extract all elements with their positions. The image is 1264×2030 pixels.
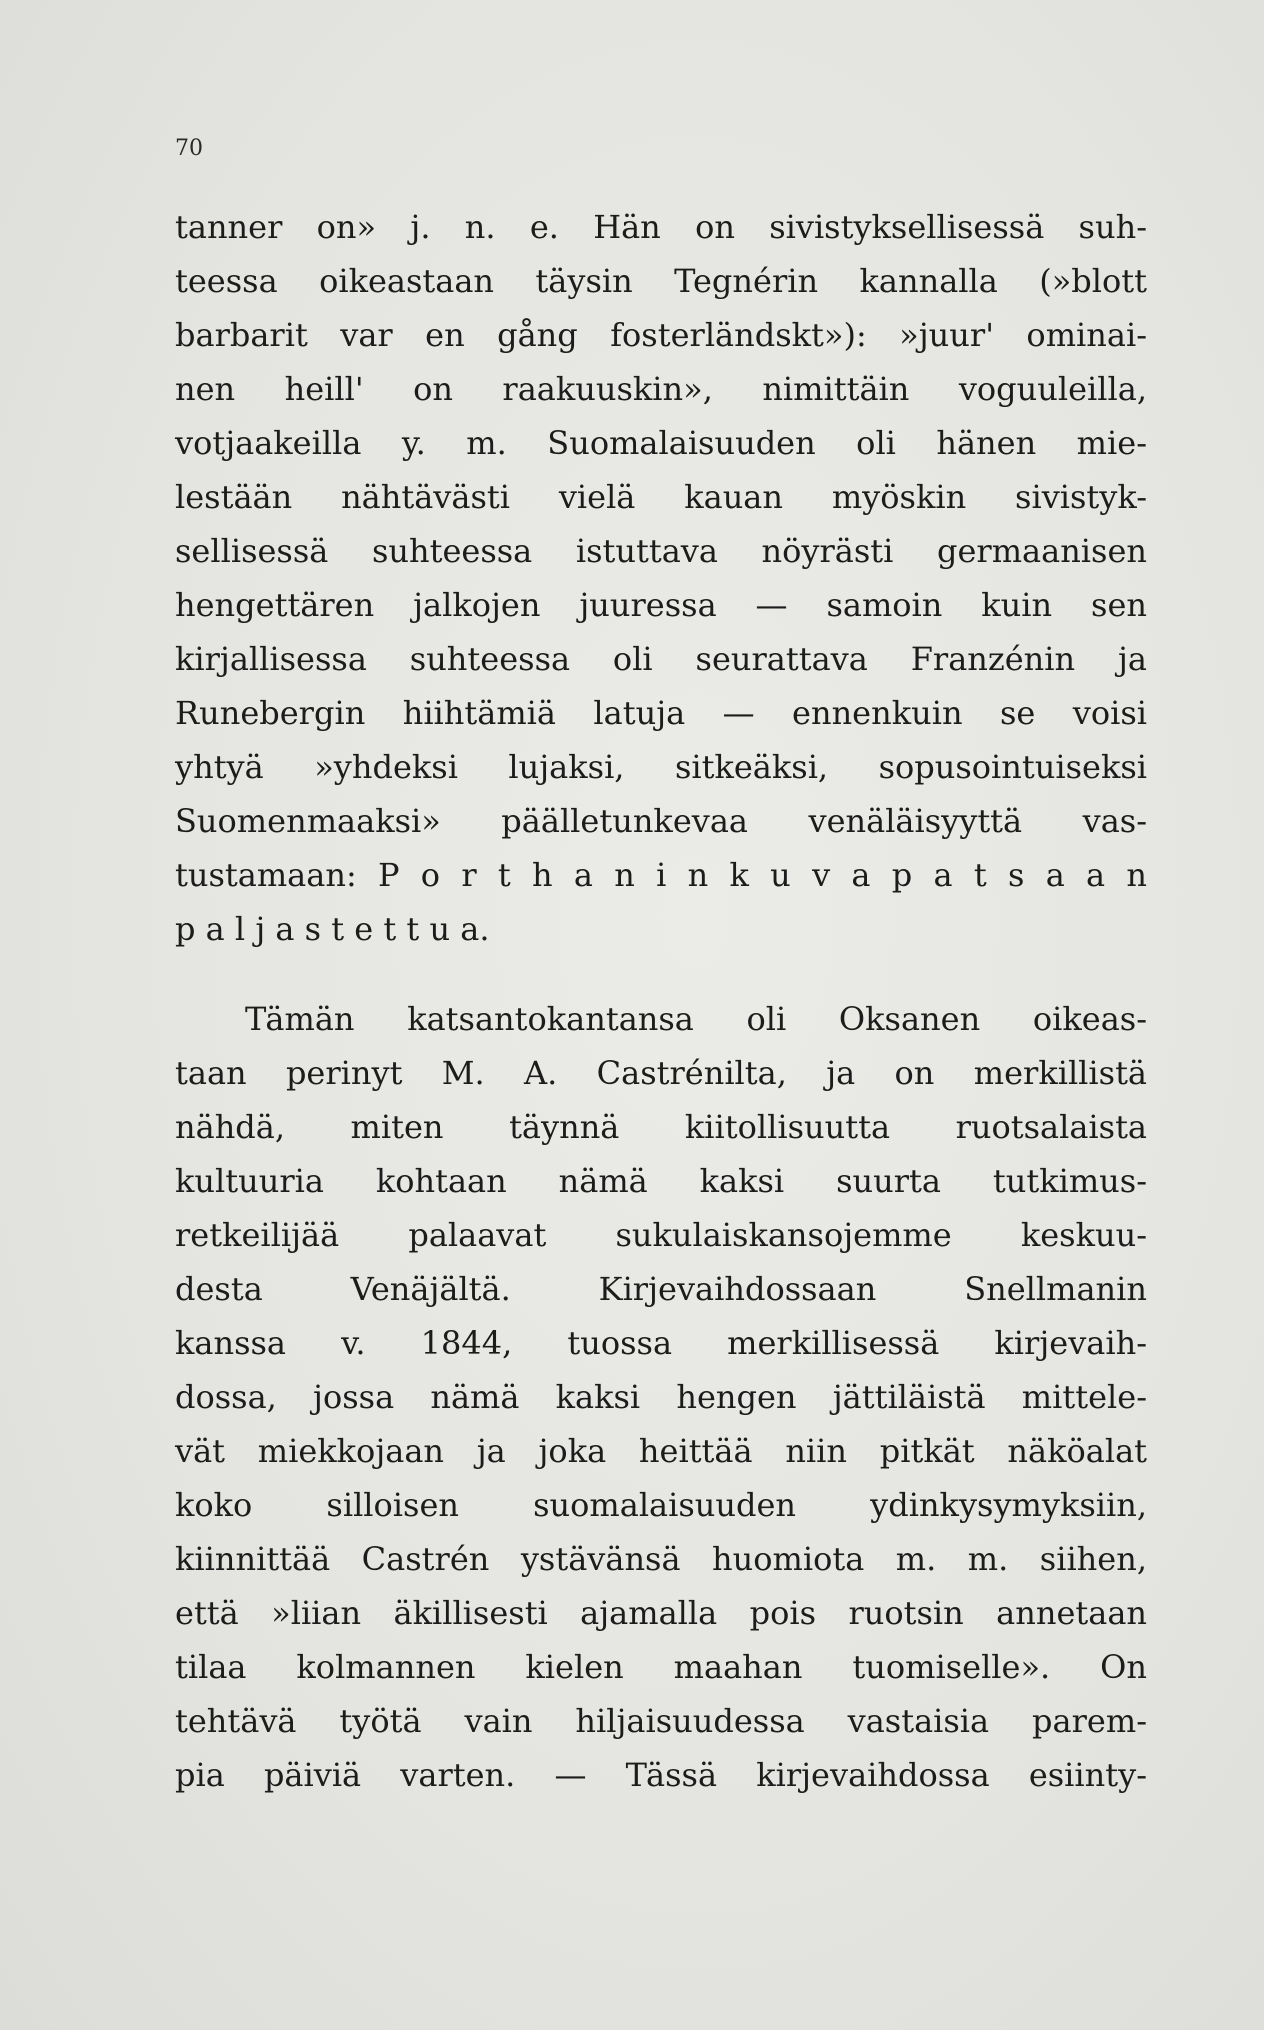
- page-number: 70: [175, 136, 203, 161]
- text-line: tustamaan: P o r t h a n i n k u v a p a t s a a n: [175, 856, 1147, 894]
- text-line: kanssa v. 1844, tuossa merkillisessä kirjevaih-: [175, 1324, 1147, 1362]
- text-line: tehtävä työtä vain hiljaisuudessa vastaisia parem-: [175, 1702, 1147, 1740]
- text-line: että »liian äkillisesti ajamalla pois ruotsin annetaan: [175, 1594, 1147, 1632]
- paragraph: [175, 200, 1147, 956]
- text-line: teessa oikeastaan täysin Tegnérin kannalla (»blott: [175, 262, 1147, 300]
- text-line: kultuuria kohtaan nämä kaksi suurta tutkimus-: [175, 1162, 1147, 1200]
- text-line: tanner on» j. n. e. Hän on sivistyksellisessä suh-: [175, 208, 1147, 246]
- text-line: vät miekkojaan ja joka heittää niin pitkät näköalat: [175, 1432, 1147, 1470]
- text-line: Tämän katsantokantansa oli Oksanen oikeas-: [245, 1000, 1147, 1038]
- body-text: [175, 200, 1147, 1802]
- text-line: sellisessä suhteessa istuttava nöyrästi germaanisen: [175, 532, 1147, 570]
- text-line: p a l j a s t e t t u a.: [175, 910, 490, 948]
- text-line: yhtyä »yhdeksi lujaksi, sitkeäksi, sopusointuiseksi: [175, 748, 1147, 786]
- text-line: nähdä, miten täynnä kiitollisuutta ruotsalaista: [175, 1108, 1147, 1146]
- text-line: dossa, jossa nämä kaksi hengen jättiläistä mittele-: [175, 1378, 1147, 1416]
- text-line: taan perinyt M. A. Castrénilta, ja on merkillistä: [175, 1054, 1147, 1092]
- text-line: lestään nähtävästi vielä kauan myöskin sivistyk-: [175, 478, 1147, 516]
- text-line: nen heill' on raakuuskin», nimittäin voguuleilla,: [175, 370, 1147, 408]
- text-line: barbarit var en gång fosterländskt»): »juur' ominai-: [175, 316, 1147, 354]
- paragraph: [175, 992, 1147, 1802]
- text-line: hengettären jalkojen juuressa — samoin kuin sen: [175, 586, 1147, 624]
- text-line: koko silloisen suomalaisuuden ydinkysymyksiin,: [175, 1486, 1147, 1524]
- text-line: votjaakeilla y. m. Suomalaisuuden oli hänen mie-: [175, 424, 1147, 462]
- text-line: desta Venäjältä. Kirjevaihdossaan Snellmanin: [175, 1270, 1147, 1308]
- text-line: Runebergin hiihtämiä latuja — ennenkuin se voisi: [175, 694, 1147, 732]
- paragraph-gap: [175, 956, 1147, 992]
- text-line: kiinnittää Castrén ystävänsä huomiota m. m. siihen,: [175, 1540, 1147, 1578]
- text-line: kirjallisessa suhteessa oli seurattava Franzénin ja: [175, 640, 1147, 678]
- text-line: tilaa kolmannen kielen maahan tuomiselle». On: [175, 1648, 1147, 1686]
- text-line: retkeilijää palaavat sukulaiskansojemme keskuu-: [175, 1216, 1147, 1254]
- text-line: Suomenmaaksi» päälletunkevaa venäläisyyttä vas-: [175, 802, 1147, 840]
- text-line: pia päiviä varten. — Tässä kirjevaihdossa esiinty-: [175, 1756, 1147, 1794]
